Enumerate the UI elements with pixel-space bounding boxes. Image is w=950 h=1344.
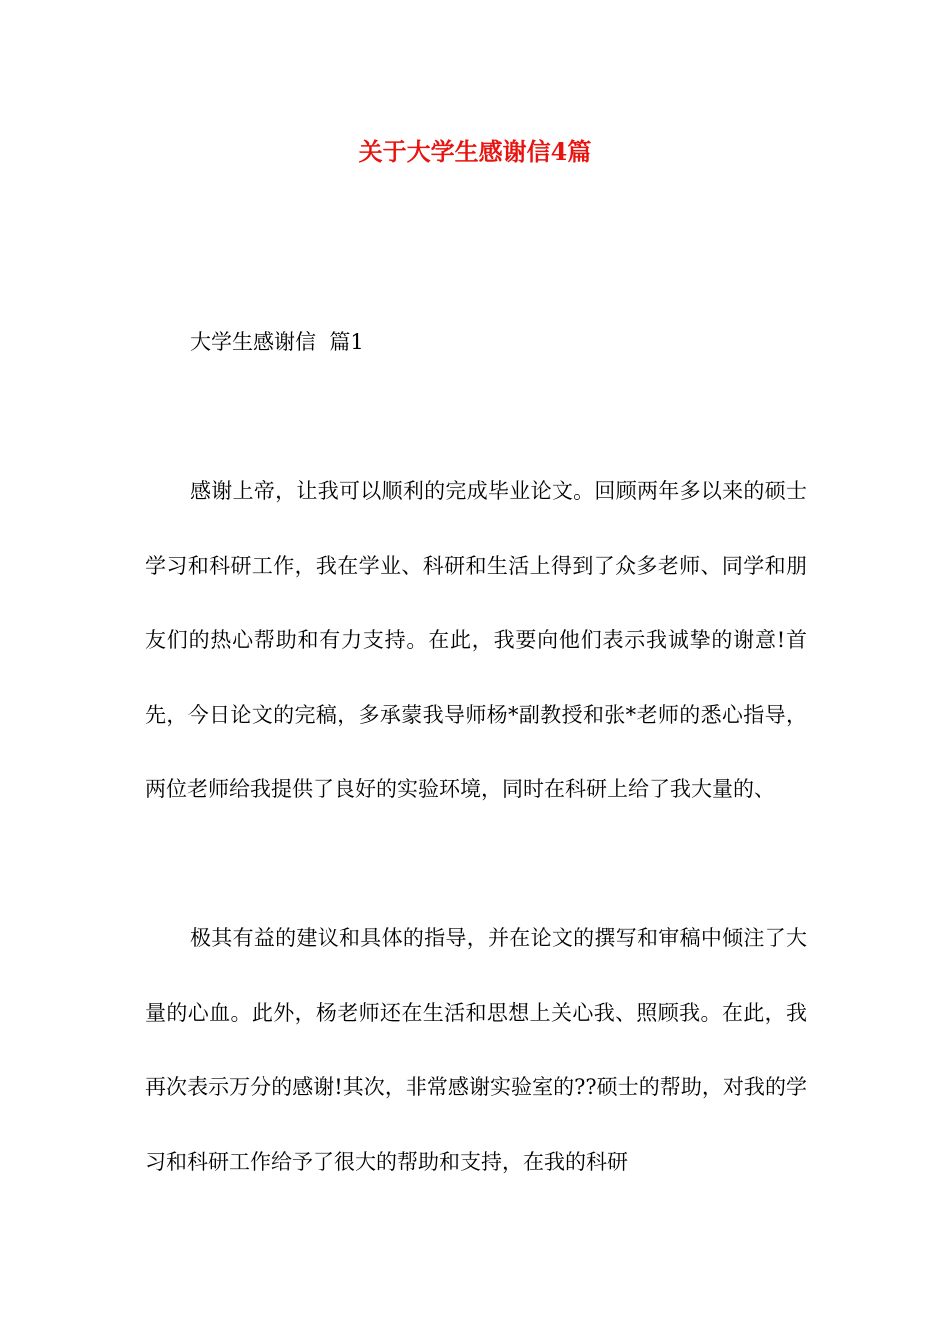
paragraph-2: 极其有益的建议和具体的指导，并在论文的撰写和审稿中倾注了大量的心血。此外，杨老师还在生活和思想上关心我、照顾我。在此，我再次表示万分的感谢!其次，非常感谢实验室的??硕士的帮助，对我的学习和科研工作给予了很大的帮助和支持，在我的科研 [145, 926, 807, 1174]
paragraph-1: 感谢上帝，让我可以顺利的完成毕业论文。回顾两年多以来的硕士学习和科研工作，我在学业、科研和生活上得到了众多老师、同学和朋友们的热心帮助和有力支持。在此，我要向他们表示我诚挚的谢意!首先，今日论文的完稿，多承蒙我导师杨*副教授和张*老师的悉心指导，两位老师给我提供了良好的实验环境，同时在科研上给了我大量的、 [145, 479, 807, 801]
section-heading: 大学生感谢信 篇1 [190, 330, 364, 354]
document-title: 关于大学生感谢信4篇 [358, 137, 592, 166]
